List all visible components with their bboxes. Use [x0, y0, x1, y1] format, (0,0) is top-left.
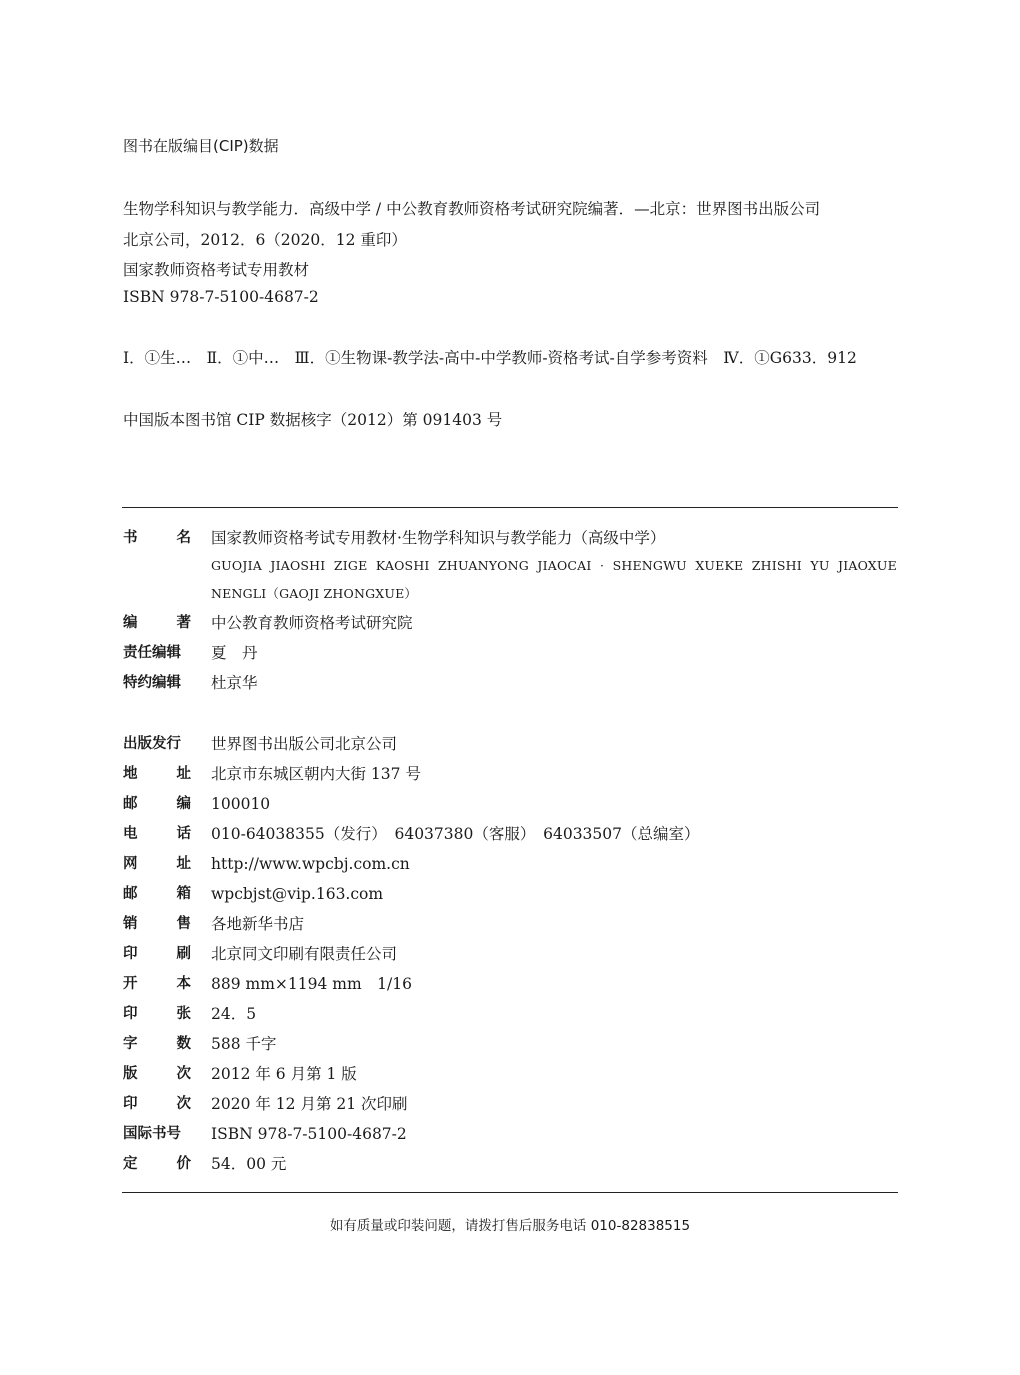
label-char: 编 — [176, 796, 191, 812]
word-count-value: 588 千字 — [211, 1035, 277, 1053]
label-char: 址 — [176, 766, 191, 782]
printing-value: 2020 年 12 月第 21 次印刷 — [211, 1095, 408, 1113]
label-char: 著 — [176, 615, 191, 631]
label-char: 字 — [123, 1036, 138, 1052]
contributing-editor-value: 杜京华 — [211, 674, 258, 692]
pinyin-word: ZIGE — [333, 558, 368, 573]
price-label — [123, 1152, 191, 1176]
responsible-editor-value: 夏 丹 — [211, 644, 258, 662]
cip-series-line: 国家教师资格考试专用教材 — [123, 261, 310, 279]
publisher-label: 出版发行 — [123, 736, 181, 752]
label-char: 地 — [123, 766, 138, 782]
label-char: 定 — [123, 1156, 138, 1172]
label-char: 名 — [176, 530, 191, 546]
label-char: 址 — [176, 856, 191, 872]
label-char: 印 — [123, 1096, 138, 1112]
cip-record-line: 中国版本图书馆 CIP 数据核字（2012）第 091403 号 — [123, 411, 503, 429]
label-char: 本 — [176, 976, 191, 992]
sales-label — [123, 912, 191, 936]
author-value: 中公教育教师资格考试研究院 — [211, 614, 413, 632]
word-count-label — [123, 1032, 191, 1056]
pinyin-word: GUOJIA — [211, 558, 262, 573]
edition-value: 2012 年 6 月第 1 版 — [211, 1065, 357, 1083]
label-char: 邮 — [123, 796, 138, 812]
label-char: 销 — [123, 916, 138, 932]
label-char: 次 — [176, 1096, 191, 1112]
cip-heading: 图书在版编目(CIP)数据 — [123, 137, 279, 155]
label-char: 书 — [123, 530, 138, 546]
edition-label — [123, 1062, 191, 1086]
address-label — [123, 762, 191, 786]
top-divider — [122, 507, 898, 508]
book-name-label — [123, 526, 191, 550]
postcode-value: 100010 — [211, 795, 271, 813]
website-label — [123, 852, 191, 876]
sales-value: 各地新华书店 — [211, 915, 305, 933]
label-char: 网 — [123, 856, 138, 872]
label-char: 价 — [176, 1156, 191, 1172]
label-char: 开 — [123, 976, 138, 992]
sheets-label — [123, 1002, 191, 1026]
phone-value: 010-64038355（发行） 64037380（客服） 64033507（总编室） — [211, 825, 700, 843]
address-value: 北京市东城区朝内大街 137 号 — [211, 765, 421, 783]
pinyin-word: KAOSHI — [375, 558, 430, 573]
printer-value: 北京同文印刷有限责任公司 — [211, 945, 398, 963]
label-char: 版 — [123, 1066, 138, 1082]
book-name-value: 国家教师资格考试专用教材·生物学科知识与教学能力（高级中学） — [211, 529, 666, 547]
sheets-value: 24．5 — [211, 1005, 257, 1023]
website-value: http://www.wpcbj.com.cn — [211, 855, 410, 873]
pinyin-word: JIAOXUE — [838, 558, 897, 573]
label-char: 售 — [176, 916, 191, 932]
pinyin-word: ZHUANYONG — [438, 558, 529, 573]
pinyin-word: SHENGWU — [612, 558, 687, 573]
printer-label — [123, 942, 191, 966]
book-name-pinyin-line2: NENGLI（GAOJI ZHONGXUE） — [211, 586, 418, 601]
pinyin-word: XUEKE — [695, 558, 744, 573]
email-value: wpcbjst@vip.163.com — [211, 885, 384, 903]
label-char: 印 — [123, 1006, 138, 1022]
cip-classification-line: Ⅰ．①生… Ⅱ．①中… Ⅲ．①生物课-教学法-高中-中学教师-资格考试-自学参考资料 Ⅳ．①G633．912 — [123, 349, 857, 367]
label-char: 邮 — [123, 886, 138, 902]
label-char: 刷 — [176, 946, 191, 962]
phone-label — [123, 822, 191, 846]
price-value: 54．00 元 — [211, 1155, 287, 1173]
label-char: 数 — [176, 1036, 191, 1052]
pinyin-word: JIAOCAI — [537, 558, 592, 573]
cip-title-line: 生物学科知识与教学能力．高级中学 / 中公教育教师资格考试研究院编著．—北京：世界图书出版公司 — [123, 200, 821, 218]
label-char: 编 — [123, 615, 138, 631]
label-char: 箱 — [176, 886, 191, 902]
publisher-value: 世界图书出版公司北京公司 — [211, 735, 398, 753]
pinyin-word: YU — [810, 558, 830, 573]
label-char: 话 — [176, 826, 191, 842]
isbn-label: 国际书号 — [123, 1126, 181, 1142]
format-label — [123, 972, 191, 996]
author-label — [123, 611, 191, 635]
email-label — [123, 882, 191, 906]
cip-publication-line: 北京公司，2012．6（2020．12 重印） — [123, 231, 407, 249]
responsible-editor-label: 责任编辑 — [123, 645, 181, 661]
contributing-editor-label: 特约编辑 — [123, 675, 181, 691]
cip-isbn-line: ISBN 978-7-5100-4687-2 — [123, 288, 319, 306]
format-value: 889 mm×1194 mm 1/16 — [211, 975, 412, 993]
label-char: 电 — [123, 826, 138, 842]
quality-notice: 如有质量或印装问题，请拨打售后服务电话 010-82838515 — [329, 1218, 691, 1234]
pinyin-word: JIAOSHI — [270, 558, 326, 573]
label-char: 次 — [176, 1066, 191, 1082]
printing-label — [123, 1092, 191, 1116]
book-name-pinyin-line1 — [211, 558, 897, 573]
pinyin-word: ZHISHI — [751, 558, 802, 573]
pinyin-separator: · — [599, 558, 605, 573]
label-char: 印 — [123, 946, 138, 962]
label-char: 张 — [176, 1006, 191, 1022]
isbn-value: ISBN 978-7-5100-4687-2 — [211, 1125, 407, 1143]
postcode-label — [123, 792, 191, 816]
bottom-divider — [122, 1192, 898, 1193]
